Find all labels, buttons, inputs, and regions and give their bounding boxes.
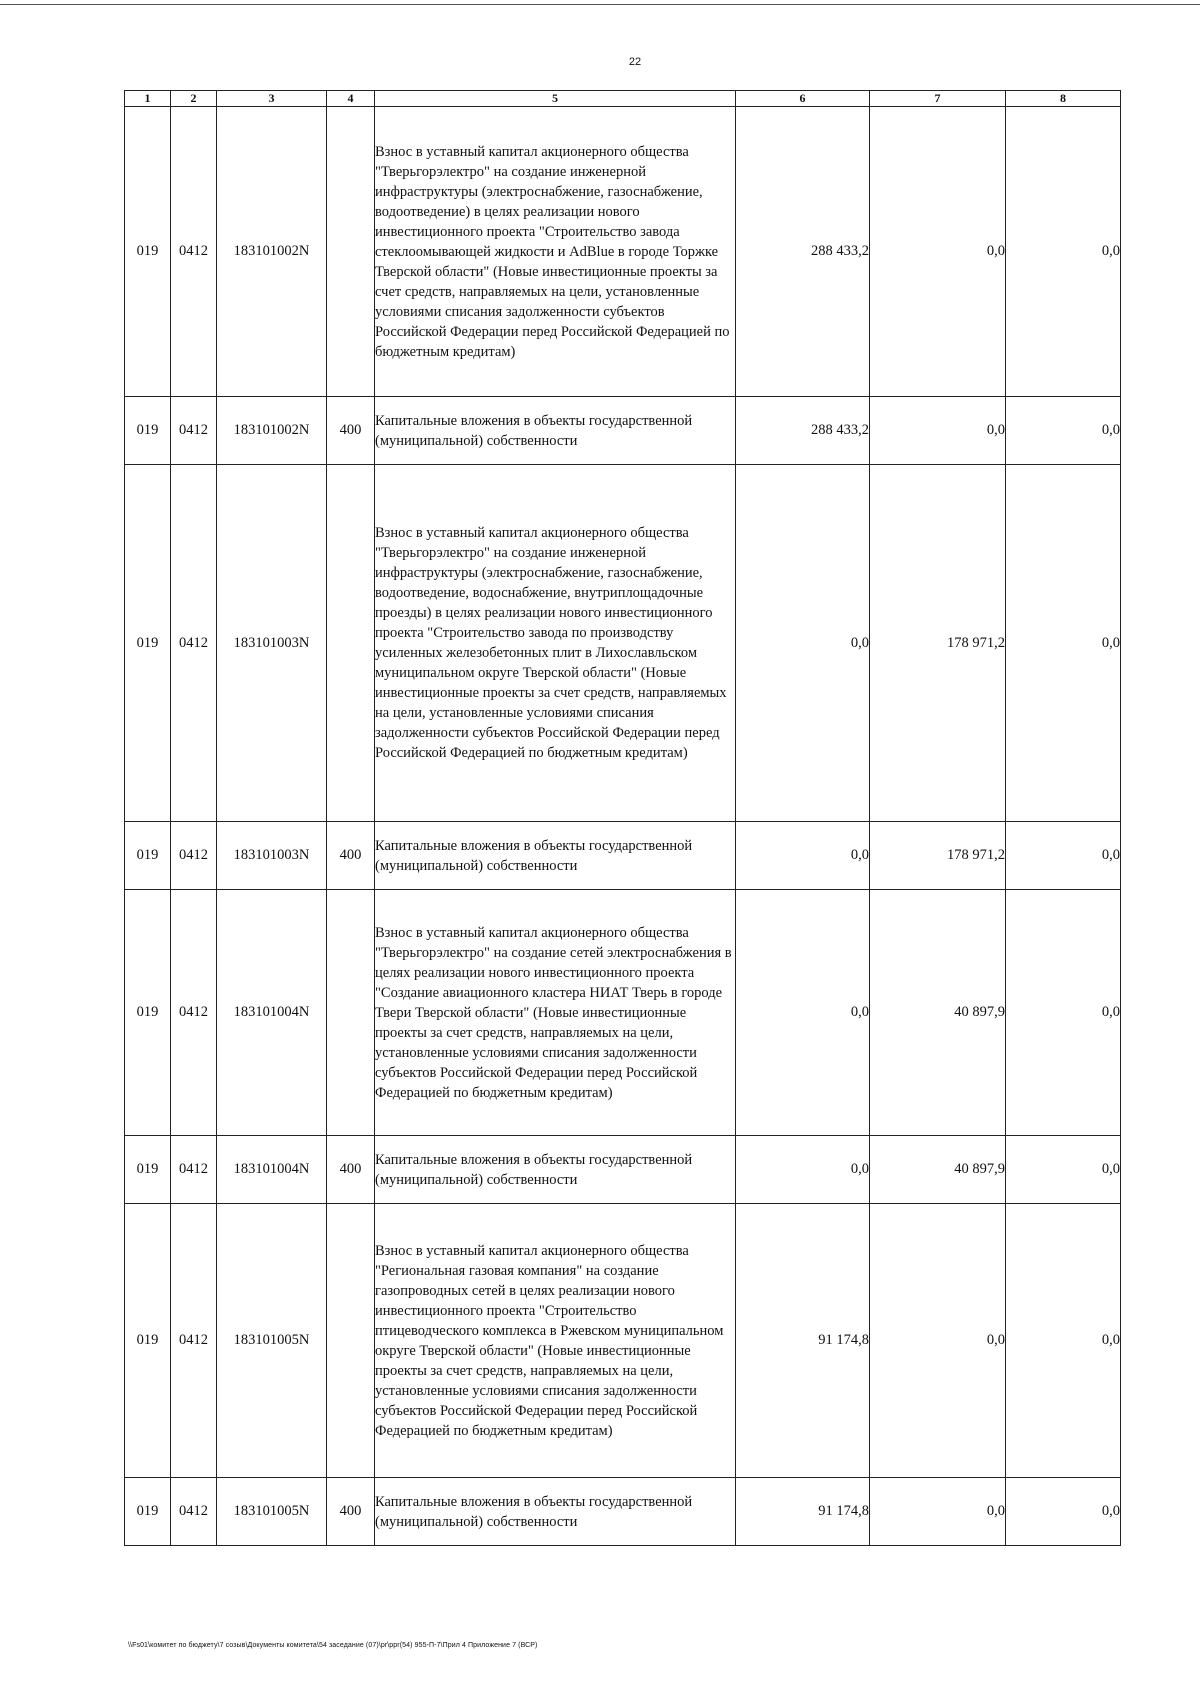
amount-col6-cell: 0,0: [736, 465, 870, 822]
amount-col6-cell: 91 174,8: [736, 1478, 870, 1546]
column-header: 1: [125, 91, 171, 107]
description-cell: Взнос в уставный капитал акционерного общества "Тверьгорэлектро" на создание инженерной инфраструктуры (электроснабжение, газоснабжение, водоотведение, водоснабжение, внутриплощадочные проезды) в целях реализации нового инвестиционного проекта "Строительство завода по производству усиленных железобетонных плит в Лихославльском муниципальном округе Тверской области" (Новые инвестиционные проекты за счет средств, направляемых на цели, установленные условиями списания задолженности субъектов Российской Федерации перед Российской Федерацией по бюджетным кредитам): [375, 465, 736, 822]
table-header-row: [125, 91, 1121, 107]
section-code-cell: 0412: [171, 465, 217, 822]
amount-col8-cell: 0,0: [1006, 465, 1121, 822]
expense-type-cell: [327, 107, 375, 397]
amount-col8-cell: 0,0: [1006, 890, 1121, 1136]
table-row: [125, 1478, 1121, 1546]
description-cell: Капитальные вложения в объекты государственной (муниципальной) собственности: [375, 1478, 736, 1546]
amount-col6-cell: 288 433,2: [736, 107, 870, 397]
ministry-code-cell: 019: [125, 465, 171, 822]
section-code-cell: 0412: [171, 1136, 217, 1204]
amount-col6-cell: 0,0: [736, 1136, 870, 1204]
description-cell: Капитальные вложения в объекты государственной (муниципальной) собственности: [375, 397, 736, 465]
table-row: [125, 1204, 1121, 1478]
top-border-line: [0, 4, 1200, 5]
target-code-cell: 183101003N: [217, 465, 327, 822]
amount-col8-cell: 0,0: [1006, 1478, 1121, 1546]
target-code-cell: 183101005N: [217, 1204, 327, 1478]
amount-col8-cell: 0,0: [1006, 822, 1121, 890]
section-code-cell: 0412: [171, 890, 217, 1136]
amount-col7-cell: 40 897,9: [870, 1136, 1006, 1204]
amount-col8-cell: 0,0: [1006, 397, 1121, 465]
amount-col7-cell: 40 897,9: [870, 890, 1006, 1136]
table-row: [125, 107, 1121, 397]
target-code-cell: 183101002N: [217, 107, 327, 397]
expense-type-cell: [327, 890, 375, 1136]
expense-type-cell: 400: [327, 822, 375, 890]
amount-col7-cell: 178 971,2: [870, 822, 1006, 890]
description-cell: Взнос в уставный капитал акционерного общества "Региональная газовая компания" на создание газопроводных сетей в целях реализации нового инвестиционного проекта "Строительство птицеводческого комплекса в Ржевском муниципальном округе Тверской области" (Новые инвестиционные проекты за счет средств, направляемых на цели, установленные условиями списания задолженности субъектов Российской Федерации перед Российской Федерацией по бюджетным кредитам): [375, 1204, 736, 1478]
target-code-cell: 183101002N: [217, 397, 327, 465]
ministry-code-cell: 019: [125, 107, 171, 397]
column-header: 4: [327, 91, 375, 107]
target-code-cell: 183101005N: [217, 1478, 327, 1546]
column-header: 6: [736, 91, 870, 107]
section-code-cell: 0412: [171, 107, 217, 397]
amount-col8-cell: 0,0: [1006, 1204, 1121, 1478]
amount-col6-cell: 91 174,8: [736, 1204, 870, 1478]
table-row: [125, 465, 1121, 822]
ministry-code-cell: 019: [125, 822, 171, 890]
amount-col7-cell: 0,0: [870, 1204, 1006, 1478]
column-header: 5: [375, 91, 736, 107]
amount-col7-cell: 0,0: [870, 1478, 1006, 1546]
ministry-code-cell: 019: [125, 1136, 171, 1204]
amount-col7-cell: 0,0: [870, 397, 1006, 465]
ministry-code-cell: 019: [125, 1204, 171, 1478]
amount-col7-cell: 0,0: [870, 107, 1006, 397]
target-code-cell: 183101003N: [217, 822, 327, 890]
column-header: 8: [1006, 91, 1121, 107]
description-cell: Капитальные вложения в объекты государственной (муниципальной) собственности: [375, 1136, 736, 1204]
expense-type-cell: [327, 465, 375, 822]
table-row: [125, 397, 1121, 465]
section-code-cell: 0412: [171, 1204, 217, 1478]
table-row: [125, 890, 1121, 1136]
amount-col6-cell: 0,0: [736, 890, 870, 1136]
column-header: 3: [217, 91, 327, 107]
description-cell: Взнос в уставный капитал акционерного общества "Тверьгорэлектро" на создание инженерной инфраструктуры (электроснабжение, газоснабжение, водоотведение) в целях реализации нового инвестиционного проекта "Строительство завода стеклоомывающей жидкости и AdBlue в городе Торжке Тверской области" (Новые инвестиционные проекты за счет средств, направляемых на цели, установленные условиями списания задолженности субъектов Российской Федерации перед Российской Федерацией по бюджетным кредитам): [375, 107, 736, 397]
footer-file-path: \\Fs01\комитет по бюджету\7 созыв\Документы комитета\54 заседание (07)\pr\ppr(54) 955-П-7\Прил 4 Приложение 7 (ВСР): [128, 1642, 538, 1649]
budget-table: [124, 90, 1121, 1546]
ministry-code-cell: 019: [125, 1478, 171, 1546]
section-code-cell: 0412: [171, 1478, 217, 1546]
target-code-cell: 183101004N: [217, 890, 327, 1136]
section-code-cell: 0412: [171, 397, 217, 465]
column-header: 7: [870, 91, 1006, 107]
amount-col7-cell: 178 971,2: [870, 465, 1006, 822]
column-header: 2: [171, 91, 217, 107]
expense-type-cell: [327, 1204, 375, 1478]
amount-col6-cell: 0,0: [736, 822, 870, 890]
description-cell: Капитальные вложения в объекты государственной (муниципальной) собственности: [375, 822, 736, 890]
table-row: [125, 822, 1121, 890]
description-cell: Взнос в уставный капитал акционерного общества "Тверьгорэлектро" на создание сетей электроснабжения в целях реализации нового инвестиционного проекта "Создание авиационного кластера НИАТ Тверь в городе Твери Тверской области" (Новые инвестиционные проекты за счет средств, направляемых на цели, установленные условиями списания задолженности субъектов Российской Федерации перед Российской Федерацией по бюджетным кредитам): [375, 890, 736, 1136]
ministry-code-cell: 019: [125, 890, 171, 1136]
page-number: 22: [628, 56, 642, 68]
target-code-cell: 183101004N: [217, 1136, 327, 1204]
section-code-cell: 0412: [171, 822, 217, 890]
amount-col8-cell: 0,0: [1006, 107, 1121, 397]
expense-type-cell: 400: [327, 1478, 375, 1546]
table-row: [125, 1136, 1121, 1204]
ministry-code-cell: 019: [125, 397, 171, 465]
amount-col8-cell: 0,0: [1006, 1136, 1121, 1204]
expense-type-cell: 400: [327, 397, 375, 465]
expense-type-cell: 400: [327, 1136, 375, 1204]
amount-col6-cell: 288 433,2: [736, 397, 870, 465]
